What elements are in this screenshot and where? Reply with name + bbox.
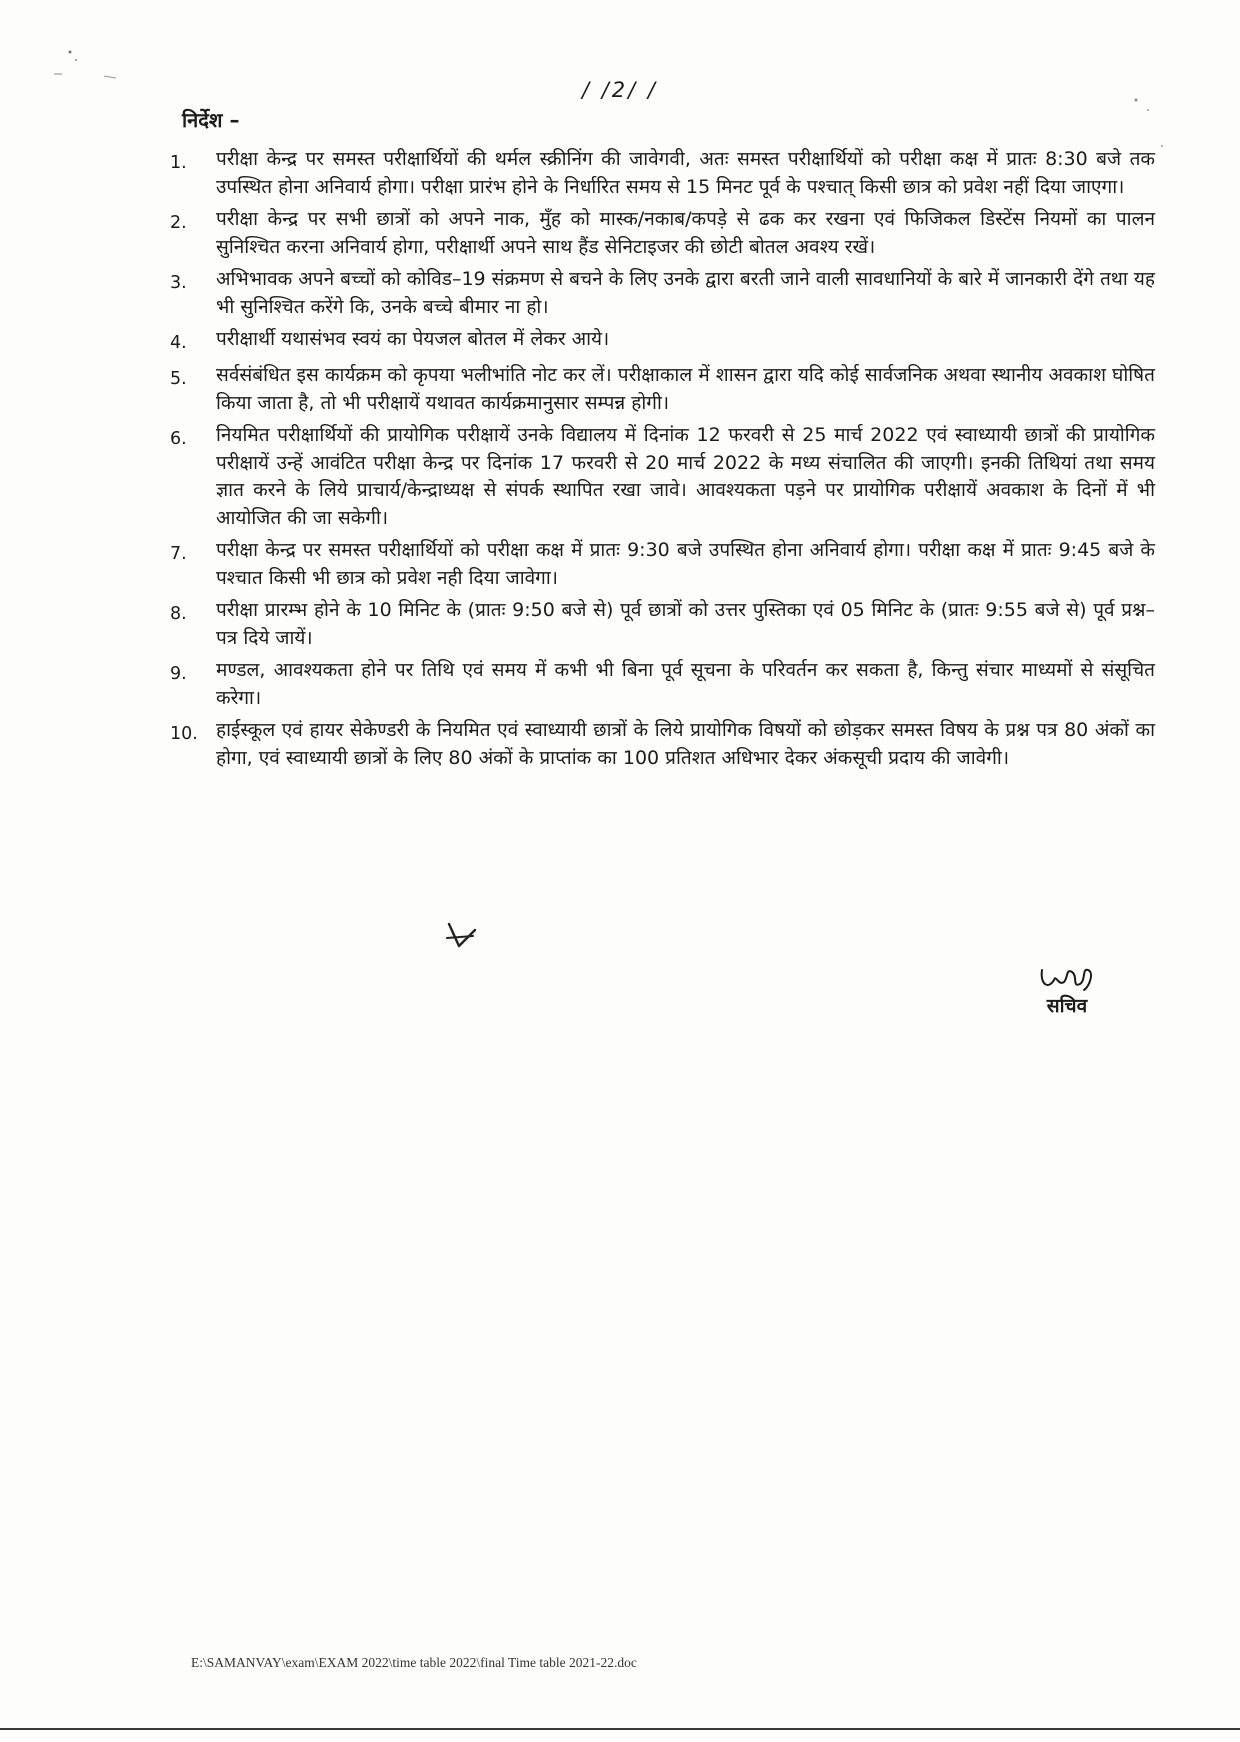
instruction-text: परीक्षा प्रारम्भ होने के 10 मिनिट के (प्रातः 9:50 बजे से) पूर्व छात्रों को उत्तर पुस्तिका एवं 05 मिनिट के (प्रातः 9:55 बजे से) पूर्व प्रश्न–पत्र दिये जायें।	[216, 599, 1155, 649]
instruction-number: 4.	[170, 333, 187, 353]
instruction-item	[170, 657, 1155, 712]
instruction-item	[170, 146, 1155, 201]
instruction-text: हाईस्कूल एवं हायर सेकेण्डरी के नियमित एवं स्वाध्यायी छात्रों के लिये प्रायोगिक विषयों को छोड़कर समस्त विषय के प्रश्न पत्र 80 अंकों का होगा, एवं स्वाध्यायी छात्रों के लिए 80 अंकों के प्राप्तांक का 100 प्रतिशत अधिभार देकर अंकसूची प्रदाय की जावेगी।	[216, 719, 1155, 769]
instruction-number: 3.	[170, 273, 187, 293]
instruction-item	[170, 717, 1155, 772]
instruction-text: अभिभावक अपने बच्चों को कोविड–19 संक्रमण से बचने के लिए उनके द्वारा बरती जाने वाली सावधानियों के बारे में जानकारी देंगे तथा यह भी सुनिश्चित करेंगे कि, उनके बच्चे बीमार ना हो।	[216, 268, 1155, 318]
instruction-text: सर्वसंबंधित इस कार्यक्रम को कृपया भलीभांति नोट कर लें। परीक्षाकाल में शासन द्वारा यदि कोई सार्वजनिक अथवा स्थानीय अवकाश घोषित किया जाता है, तो भी परीक्षायें यथावत कार्यक्रमानुसार सम्पन्न होगी।	[216, 364, 1155, 414]
instruction-item	[170, 597, 1155, 652]
instruction-item	[170, 266, 1155, 321]
instruction-text: परीक्षा केन्द्र पर सभी छात्रों को अपने नाक, मुँह को मास्क/नकाब/कपड़े से ढक कर रखना एवं फिजिकल डिस्टेंस नियमों का पालन सुनिश्चित करना अनिवार्य होगा, परीक्षार्थी अपने साथ हैंड सेनिटाइजर की छोटी बोतल अवश्य रखें।	[216, 208, 1155, 258]
signatory-designation: सचिव	[1046, 995, 1088, 1017]
signature-block	[1022, 962, 1112, 1018]
instruction-item	[170, 537, 1155, 592]
instruction-number: 1.	[170, 153, 187, 173]
instruction-number: 10.	[170, 724, 198, 744]
instructions-heading: निर्देश –	[182, 108, 240, 132]
instruction-text: परीक्षार्थी यथासंभव स्वयं का पेयजल बोतल में लेकर आये।	[216, 328, 610, 350]
instruction-text: मण्डल, आवश्यकता होने पर तिथि एवं समय में कभी भी बिना पूर्व सूचना के परिवर्तन कर सकता है, किन्तु संचार माध्यमों से संसूचित करेगा।	[216, 659, 1155, 709]
instruction-item	[170, 422, 1155, 532]
instruction-item	[170, 326, 1155, 357]
instruction-text: परीक्षा केन्द्र पर समस्त परीक्षार्थियों की थर्मल स्क्रीनिंग की जावेगवी, अतः समस्त परीक्षार्थियों को परीक्षा कक्ष में प्रातः 8:30 बजे तक उपस्थित होना अनिवार्य होगा। परीक्षा प्रारंभ होने के निर्धारित समय से 15 मिनट पूर्व के पश्चात् किसी छात्र को प्रवेश नहीं दिया जाएगा।	[216, 148, 1155, 198]
instructions-list	[170, 146, 1155, 777]
instruction-text: नियमित परीक्षार्थियों की प्रायोगिक परीक्षायें उनके विद्यालय में दिनांक 12 फरवरी से 25 मार्च 2022 एवं स्वाध्यायी छात्रों की प्रायोगिक परीक्षायें उन्हें आवंटित परीक्षा केन्द्र पर दिनांक 17 फरवरी से 20 मार्च 2022 के मध्य संचालित की जाएगी। इनकी तिथियां तथा समय ज्ञात करने के लिये प्राचार्य/केन्द्राध्यक्ष से संपर्क स्थापित रखा जावे। आवश्यकता पड़ने पर प्रायोगिक परीक्षायें अवकाश के दिनों में भी आयोजित की जा सकेगी।	[216, 424, 1155, 529]
instruction-number: 2.	[170, 213, 187, 233]
instruction-text: परीक्षा केन्द्र पर समस्त परीक्षार्थियों को परीक्षा कक्ष में प्रातः 9:30 बजे उपस्थित होना अनिवार्य होगा। परीक्षा कक्ष में प्रातः 9:45 बजे के पश्चात किसी भी छात्र को प्रवेश नही दिया जावेगा।	[216, 539, 1155, 589]
instruction-number: 9.	[170, 664, 187, 684]
instruction-number: 5.	[170, 369, 187, 389]
pen-tick-mark	[443, 920, 479, 952]
page-number: / /2/ /	[581, 78, 658, 102]
signature-mark	[1036, 962, 1098, 996]
instruction-number: 6.	[170, 429, 187, 449]
instruction-item	[170, 362, 1155, 417]
footer-file-path: E:\SAMANVAY\exam\EXAM 2022\time table 2022\final Time table 2021-22.doc	[191, 1655, 637, 1670]
instruction-item	[170, 206, 1155, 261]
instruction-number: 7.	[170, 544, 187, 564]
bottom-border-line	[0, 1728, 1240, 1730]
instruction-number: 8.	[170, 604, 187, 624]
